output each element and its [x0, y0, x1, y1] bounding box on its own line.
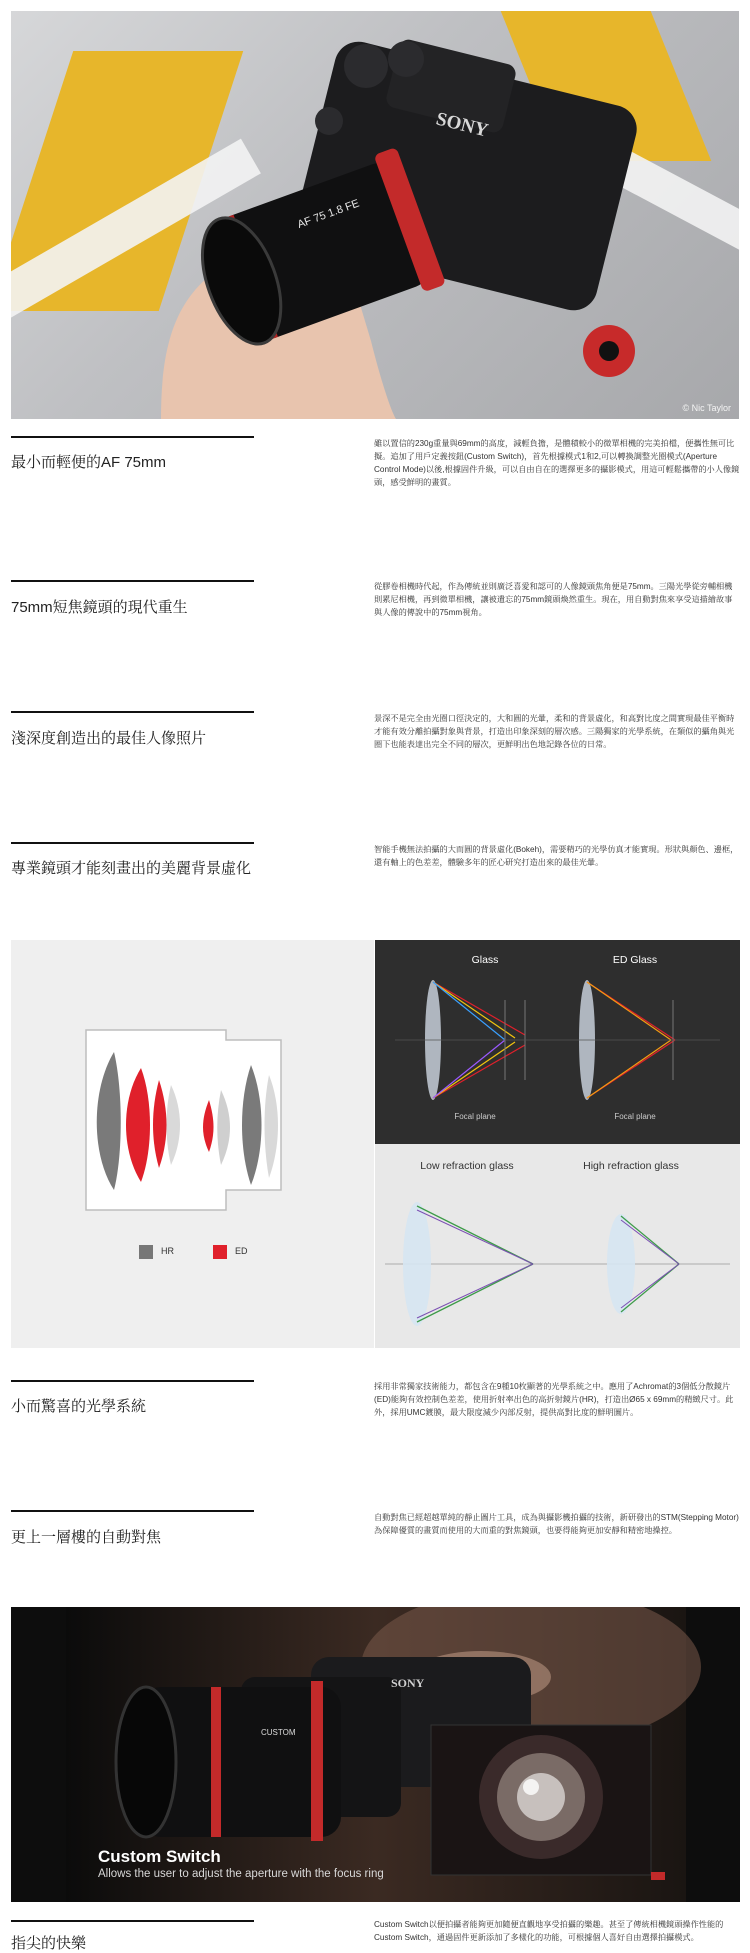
- camera-illustration: [11, 11, 739, 419]
- section-rule: [11, 711, 254, 713]
- legend-swatch-hr: [139, 1245, 153, 1259]
- section-heading-rebirth: 75mm短焦鏡頭的現代重生: [11, 599, 188, 616]
- section-heading-autofocus: 更上一層樓的自動對焦: [11, 1529, 162, 1546]
- lens-custom-marking: CUSTOM: [261, 1728, 296, 1737]
- custom-switch-photo: [11, 1607, 740, 1902]
- focal-plane-label: Focal plane: [614, 1112, 656, 1121]
- lens-cross-section: [11, 940, 374, 1348]
- ed-glass-label: ED Glass: [612, 954, 658, 966]
- camera-brand-photo: SONY: [391, 1676, 425, 1690]
- lens-diagram-panel: [11, 940, 374, 1348]
- dispersion-diagram-panel: [375, 940, 740, 1144]
- section-heading-portrait: 淺深度創造出的最佳人像照片: [11, 730, 207, 747]
- hero-photo: [11, 11, 739, 419]
- legend-swatch-ed: [213, 1245, 227, 1259]
- section-rule: [11, 1380, 254, 1382]
- section-rule: [11, 1510, 254, 1512]
- legend-label-ed: ED: [235, 1246, 248, 1256]
- section-body-lightweight: 雖以置信的230g重量與69mm的高度，減輕負擔，是體積較小的微單相機的完美拍檔，便攜性無可比擬。追加了用戶定義按鈕(Custom Switch)，首先根據模式1和2,可以轉換調整光圈模式(Aperture Control Mode)以後,根據固件升級，可以自由自在的選擇更多的攝影模式，用這可輕鬆攜帶的小人像鏡頭，感受鮮明的畫質。: [374, 439, 740, 487]
- lens-marking: AF 75 1.8 FE: [295, 197, 361, 231]
- glass-label: Glass: [471, 954, 499, 966]
- section-body-optics: 採用非常獨家技術能力，都包含在9種10枚顯著的光學系統之中。應用了Achromat的3個低分散鏡片(ED)能夠有效控制色差差，使用折射率出色的高折射鏡片(HR)，打造出Ø65 x 69mm的精緻尺寸。此外，採用UMC鍍膜，最大限度減少內部反射，提供高對比度的鮮明圖片。: [374, 1382, 734, 1417]
- section-body-portrait: 景深不是完全由光圈口徑決定的，大和圓的光暈，柔和的背景虛化，和高對比度之間實現最佳平衡時才能有效分離拍攝對象與背景，打造出印象深刻的層次感。三陽獨家的光學系統，在類似的攝角與光圈下也能表達出完全不同的層次，更鮮明出色地記錄各位的日常。: [374, 714, 735, 749]
- section-rule: [11, 1920, 254, 1922]
- section-rule: [11, 436, 254, 438]
- section-heading-lightweight: 最小而輕便的AF 75mm: [11, 454, 167, 471]
- section-body-rebirth: 從膠卷相機時代起，作為傳統並則廣泛喜愛和認可的人像鏡頭焦角便是75mm。三陽光學從旁輔相機則累尼相機，再到微單相機，讓被遺忘的75mm鏡頭煥然重生。現在，用自動對焦來享受這描繪故事與人像的傳說中的75mm視角。: [374, 582, 733, 617]
- section-heading-fingertip: 指尖的快樂: [11, 1935, 87, 1952]
- legend-label-hr: HR: [161, 1246, 174, 1256]
- low-refraction-label: Low refraction glass: [420, 1160, 514, 1172]
- section-body-bokeh: 智能手機無法拍攝的大而圓的背景虛化(Bokeh)，需要精巧的光學仿真才能實現。形狀與顏色、邊框，還有軸上的色差差，體驗多年的匠心研究打造出來的最佳光暈。: [374, 845, 739, 867]
- high-refraction-label: High refraction glass: [583, 1160, 679, 1172]
- section-heading-optics: 小而驚喜的光學系統: [11, 1398, 147, 1415]
- section-body-fingertip: Custom Switch以便拍攝者能夠更加隨便直觀地享受拍攝的樂趣。甚至了傳統相機鏡頭操作性能的Custom Switch，通過固件更新添加了多樣化的功能，可根據個人喜好自由選擇拍攝模式。: [374, 1920, 724, 1942]
- refraction-diagram: [375, 1144, 740, 1348]
- section-rule: [11, 842, 254, 844]
- refraction-diagram-panel: [375, 1144, 740, 1348]
- section-heading-bokeh: 專業鏡頭才能刻畫出的美麗背景虛化: [11, 860, 252, 877]
- camera-brand: SONY: [433, 108, 491, 142]
- section-rule: [11, 580, 254, 582]
- custom-switch-title: Custom Switch: [98, 1847, 221, 1866]
- custom-switch-subtitle: Allows the user to adjust the aperture with the focus ring: [98, 1868, 384, 1880]
- photo-credit: © Nic Taylor: [682, 403, 731, 413]
- focal-plane-label: Focal plane: [454, 1112, 496, 1121]
- section-body-autofocus: 自動對焦已經超越單純的靜止圖片工具，成為與攝影機拍攝的技術，新研發出的STM(Stepping Motor)為保障優質的畫質而使用的大而重的對焦鏡頭，也要得能夠更加安靜和精密地操控。: [374, 1513, 739, 1535]
